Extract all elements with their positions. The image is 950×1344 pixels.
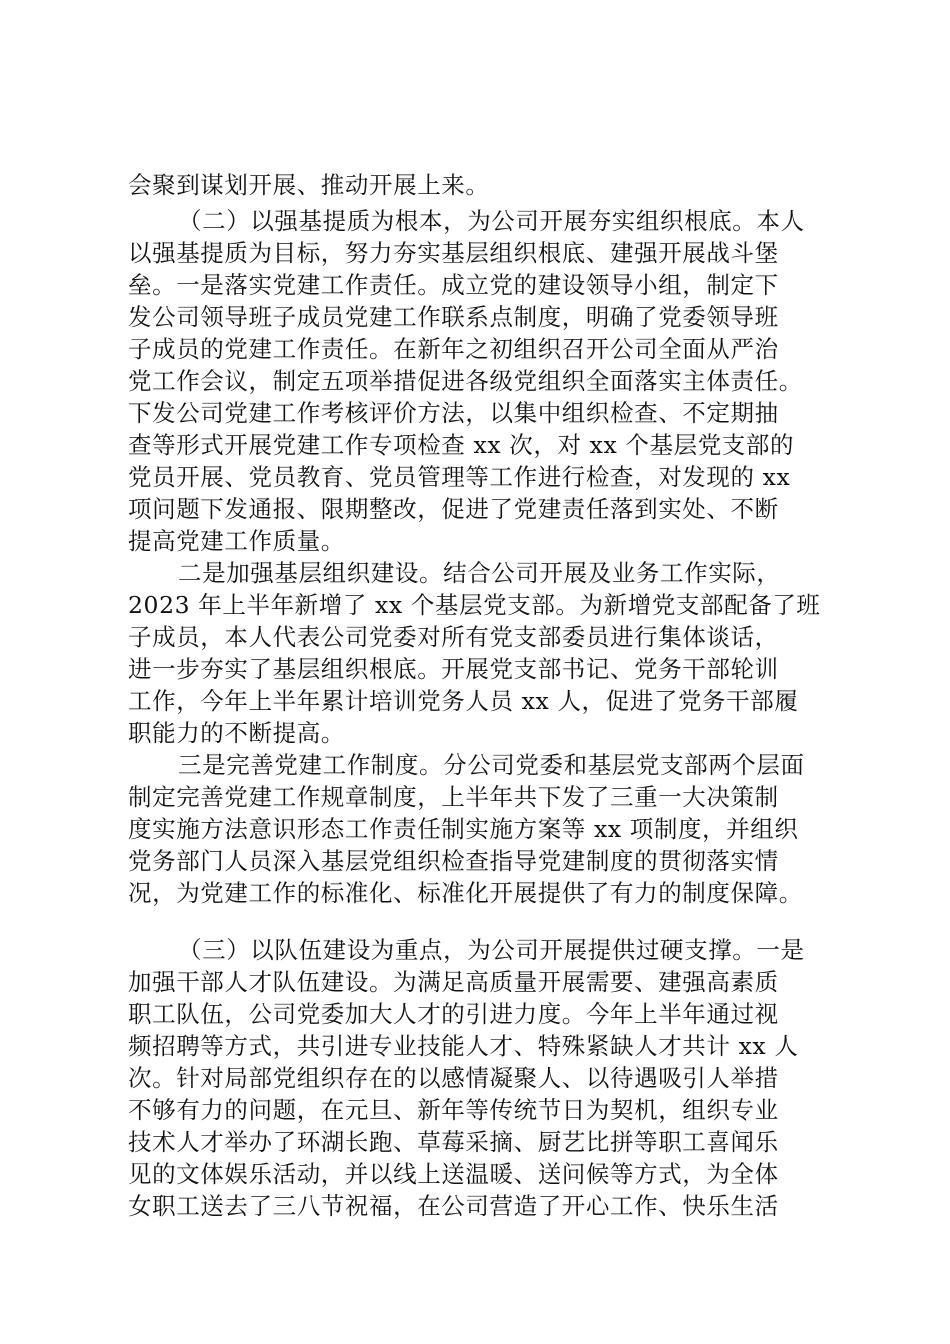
text-line: 子成员的党建工作责任。在新年之初组织召开公司全面从严治 [128,335,779,363]
text-line: 见的文体娱乐活动，并以线上送温暖、送问候等方式，为全体 [128,1160,779,1188]
text-line: 子成员，本人代表公司党委对所有党支部委员进行集体谈话， [128,623,779,651]
text-line: 提高党建工作质量。 [128,527,345,555]
text-line: 女职工送去了三八节祝福，在公司营造了开心工作、快乐生活 [128,1192,779,1220]
text-line: 会聚到谋划开展、推动开展上来。 [128,171,490,199]
text-line: 况，为党建工作的标准化、标准化开展提供了有力的制度保障。 [128,879,803,907]
text-line: 三是完善党建工作制度。分公司党委和基层党支部两个层面 [178,751,805,779]
text-line: 2023 年上半年新增了 xx 个基层党支部。为新增党支部配备了班 [128,591,821,619]
text-line: 二是加强基层组织建设。结合公司开展及业务工作实际， [178,559,781,587]
text-line: 党员开展、党员教育、党员管理等工作进行检查，对发现的 xx [128,463,791,491]
text-line: 工作，今年上半年累计培训党务人员 xx 人，促进了党务干部履 [128,687,799,715]
text-line: 不够有力的问题，在元旦、新年等传统节日为契机，组织专业 [128,1096,779,1124]
text-line: 加强干部人才队伍建设。为满足高质量开展需要、建强高素质 [128,968,779,996]
text-line: 党务部门人员深入基层党组织检查指导党建制度的贯彻落实情 [128,847,779,875]
text-line: 职能力的不断提高。 [128,719,345,747]
text-line: 次。针对局部党组织存在的以感情凝聚人、以待遇吸引人举措 [128,1064,779,1092]
text-line: 以强基提质为目标，努力夯实基层组织根底、建强开展战斗堡 [128,239,779,267]
text-line: 查等形式开展党建工作专项检查 xx 次，对 xx 个基层党支部的 [128,431,795,459]
text-line: 下发公司党建工作考核评价方法，以集中组织检查、不定期抽 [128,399,779,427]
text-line: 发公司领导班子成员党建工作联系点制度，明确了党委领导班 [128,303,779,331]
text-line: 职工队伍，公司党委加大人才的引进力度。今年上半年通过视 [128,1000,779,1028]
text-line: 频招聘等方式，共引进专业技能人才、特殊紧缺人才共计 xx 人 [128,1032,799,1060]
text-line: 度实施方法意识形态工作责任制实施方案等 xx 项制度，并组织 [128,815,799,843]
text-line: 技术人才举办了环湖长跑、草莓采摘、厨艺比拼等职工喜闻乐 [128,1128,779,1156]
text-line: 进一步夯实了基层组织根底。开展党支部书记、党务干部轮训 [128,655,779,683]
text-line: （三）以队伍建设为重点，为公司开展提供过硬支撑。一是 [178,936,805,964]
text-line: 项问题下发通报、限期整改，促进了党建责任落到实处、不断 [128,495,779,523]
text-line: （二）以强基提质为根本，为公司开展夯实组织根底。本人 [178,207,805,235]
text-line: 党工作会议，制定五项举措促进各级党组织全面落实主体责任。 [128,367,803,395]
text-line: 制定完善党建工作规章制度，上半年共下发了三重一大决策制 [128,783,779,811]
text-line: 垒。一是落实党建工作责任。成立党的建设领导小组，制定下 [128,271,779,299]
